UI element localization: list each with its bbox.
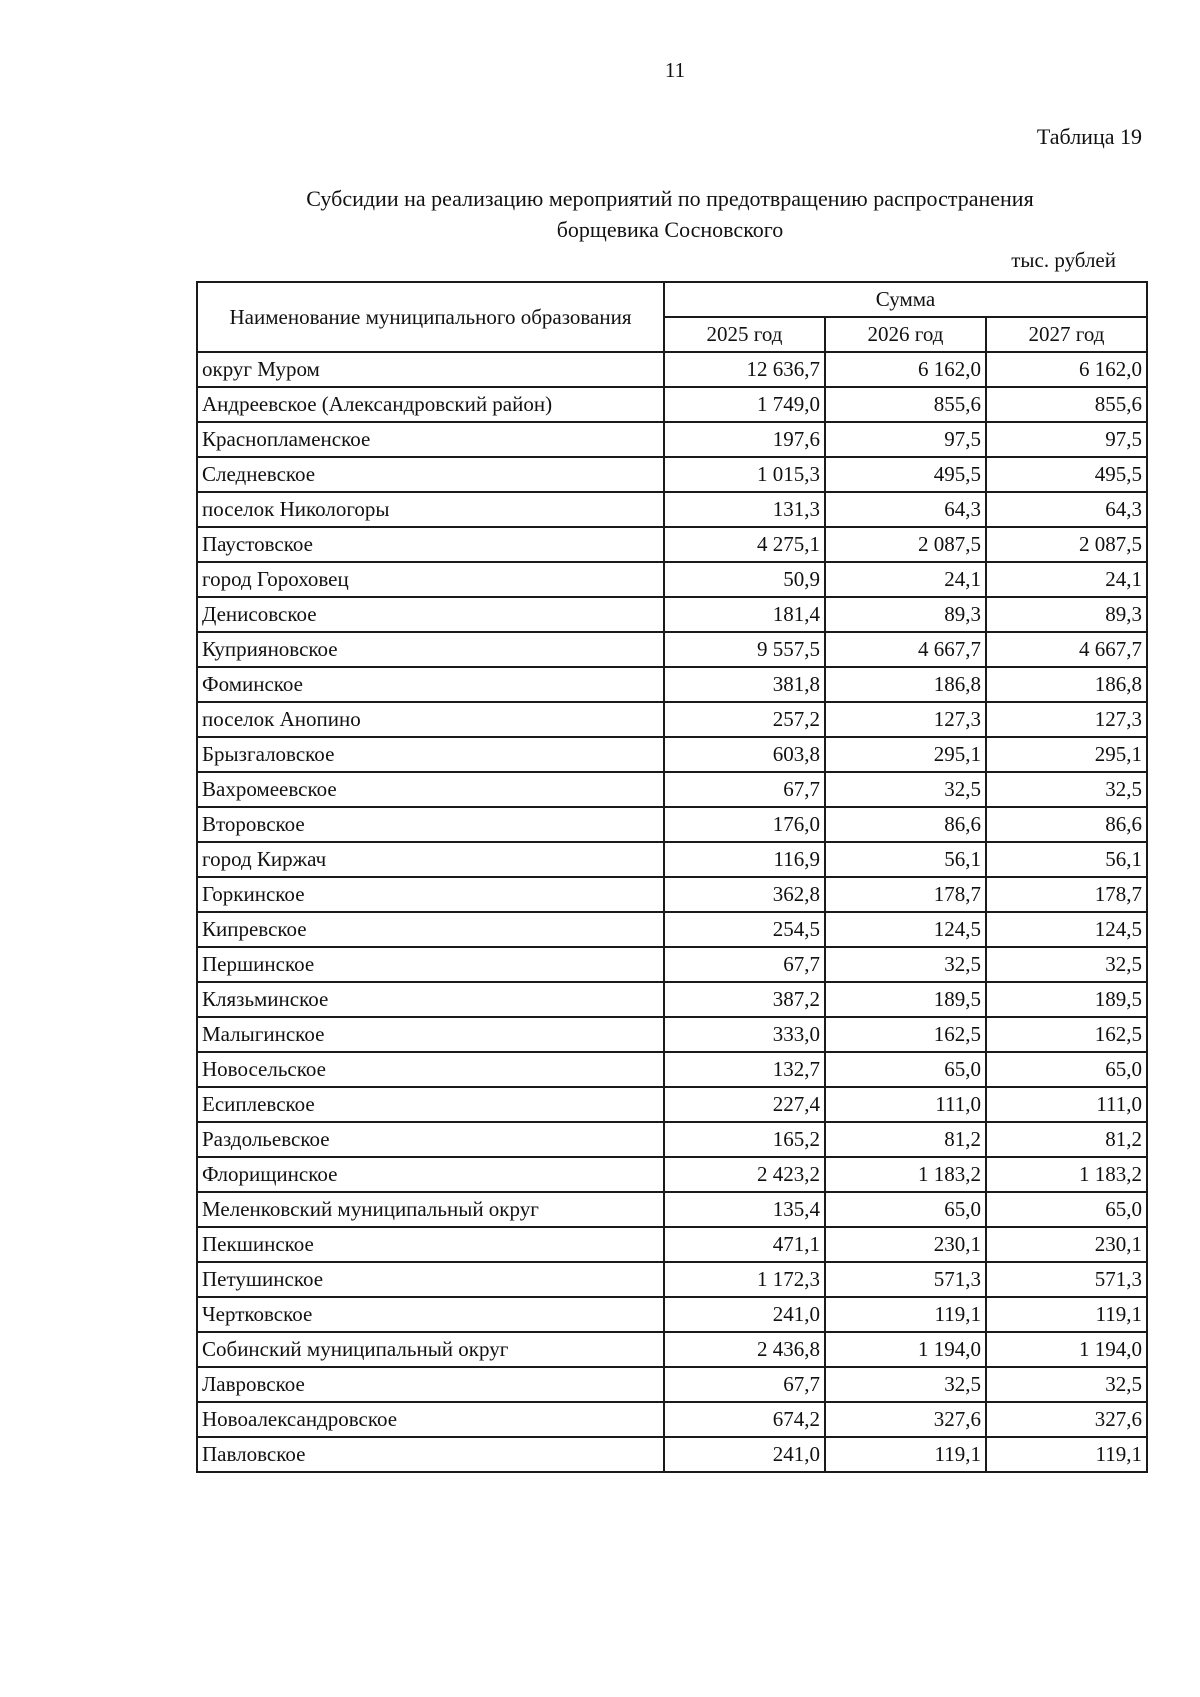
cell-2025: 603,8: [664, 737, 825, 772]
cell-2026: 32,5: [825, 772, 986, 807]
table-row: [197, 352, 1147, 387]
cell-2026: 162,5: [825, 1017, 986, 1052]
table-row: [197, 1192, 1147, 1227]
table-row: [197, 982, 1147, 1017]
cell-municipality: Вахромеевское: [197, 772, 664, 807]
cell-municipality: Брызгаловское: [197, 737, 664, 772]
table-header: [197, 282, 1147, 352]
table-row: [197, 842, 1147, 877]
cell-2027: 4 667,7: [986, 632, 1147, 667]
cell-2026: 571,3: [825, 1262, 986, 1297]
cell-2026: 495,5: [825, 457, 986, 492]
table-row: [197, 667, 1147, 702]
table-row: [197, 1437, 1147, 1472]
header-year-2026: 2026 год: [825, 317, 986, 352]
table-row: [197, 1332, 1147, 1367]
cell-2027: 119,1: [986, 1297, 1147, 1332]
cell-municipality: Раздольевское: [197, 1122, 664, 1157]
table-row: [197, 1402, 1147, 1437]
table-row: [197, 1052, 1147, 1087]
cell-2025: 197,6: [664, 422, 825, 457]
cell-2027: 295,1: [986, 737, 1147, 772]
cell-2025: 67,7: [664, 947, 825, 982]
cell-2027: 230,1: [986, 1227, 1147, 1262]
cell-2025: 12 636,7: [664, 352, 825, 387]
cell-2025: 132,7: [664, 1052, 825, 1087]
cell-2025: 116,9: [664, 842, 825, 877]
cell-municipality: Андреевское (Александровский район): [197, 387, 664, 422]
header-year-2025: 2025 год: [664, 317, 825, 352]
cell-2026: 81,2: [825, 1122, 986, 1157]
cell-municipality: поселок Анопино: [197, 702, 664, 737]
table-row: [197, 807, 1147, 842]
table-row: [197, 1227, 1147, 1262]
cell-municipality: Краснопламенское: [197, 422, 664, 457]
cell-2026: 64,3: [825, 492, 986, 527]
cell-2026: 119,1: [825, 1437, 986, 1472]
table-row: [197, 877, 1147, 912]
cell-2025: 2 436,8: [664, 1332, 825, 1367]
table-row: [197, 632, 1147, 667]
cell-2026: 4 667,7: [825, 632, 986, 667]
cell-2026: 111,0: [825, 1087, 986, 1122]
cell-2026: 1 183,2: [825, 1157, 986, 1192]
cell-2027: 127,3: [986, 702, 1147, 737]
table-row: [197, 1297, 1147, 1332]
cell-municipality: город Гороховец: [197, 562, 664, 597]
cell-2025: 176,0: [664, 807, 825, 842]
table-row: [197, 1017, 1147, 1052]
cell-2026: 56,1: [825, 842, 986, 877]
cell-2027: 327,6: [986, 1402, 1147, 1437]
cell-2026: 189,5: [825, 982, 986, 1017]
cell-2025: 4 275,1: [664, 527, 825, 562]
page-number: 11: [664, 58, 686, 82]
cell-2025: 333,0: [664, 1017, 825, 1052]
cell-2027: 65,0: [986, 1192, 1147, 1227]
cell-2025: 9 557,5: [664, 632, 825, 667]
cell-municipality: Петушинское: [197, 1262, 664, 1297]
cell-municipality: Малыгинское: [197, 1017, 664, 1052]
table-row: [197, 947, 1147, 982]
cell-municipality: Меленковский муниципальный округ: [197, 1192, 664, 1227]
cell-municipality: Денисовское: [197, 597, 664, 632]
table-row: [197, 1087, 1147, 1122]
cell-2027: 1 194,0: [986, 1332, 1147, 1367]
cell-2026: 89,3: [825, 597, 986, 632]
cell-2025: 181,4: [664, 597, 825, 632]
cell-2025: 381,8: [664, 667, 825, 702]
cell-2025: 387,2: [664, 982, 825, 1017]
cell-2027: 855,6: [986, 387, 1147, 422]
table-row: [197, 457, 1147, 492]
cell-2026: 24,1: [825, 562, 986, 597]
cell-municipality: Клязьминское: [197, 982, 664, 1017]
cell-2026: 1 194,0: [825, 1332, 986, 1367]
cell-municipality: Чертковское: [197, 1297, 664, 1332]
cell-2027: 56,1: [986, 842, 1147, 877]
table-row: [197, 702, 1147, 737]
cell-2025: 227,4: [664, 1087, 825, 1122]
cell-2025: 257,2: [664, 702, 825, 737]
cell-municipality: Паустовское: [197, 527, 664, 562]
header-sum: Сумма: [664, 282, 1147, 317]
cell-municipality: Новосельское: [197, 1052, 664, 1087]
cell-municipality: Куприяновское: [197, 632, 664, 667]
table-row: [197, 1262, 1147, 1297]
cell-2027: 89,3: [986, 597, 1147, 632]
table-row: [197, 912, 1147, 947]
cell-2027: 186,8: [986, 667, 1147, 702]
cell-2025: 2 423,2: [664, 1157, 825, 1192]
cell-municipality: Новоалександровское: [197, 1402, 664, 1437]
table-row: [197, 1157, 1147, 1192]
cell-2027: 6 162,0: [986, 352, 1147, 387]
cell-2026: 230,1: [825, 1227, 986, 1262]
cell-municipality: Фоминское: [197, 667, 664, 702]
table-title-line-2: борщевика Сосновского: [556, 217, 784, 242]
table-row: [197, 1367, 1147, 1402]
table-row: [197, 772, 1147, 807]
cell-2027: 32,5: [986, 772, 1147, 807]
cell-2027: 162,5: [986, 1017, 1147, 1052]
cell-2026: 124,5: [825, 912, 986, 947]
header-municipality: Наименование муниципального образования: [197, 282, 664, 352]
cell-2026: 186,8: [825, 667, 986, 702]
cell-2027: 24,1: [986, 562, 1147, 597]
cell-2026: 97,5: [825, 422, 986, 457]
table-row: [197, 422, 1147, 457]
cell-2027: 86,6: [986, 807, 1147, 842]
cell-2027: 178,7: [986, 877, 1147, 912]
cell-2027: 32,5: [986, 947, 1147, 982]
cell-municipality: Пекшинское: [197, 1227, 664, 1262]
cell-municipality: Второвское: [197, 807, 664, 842]
table-row: [197, 562, 1147, 597]
cell-2027: 111,0: [986, 1087, 1147, 1122]
cell-2025: 471,1: [664, 1227, 825, 1262]
table-row: [197, 527, 1147, 562]
cell-municipality: Следневское: [197, 457, 664, 492]
cell-2026: 327,6: [825, 1402, 986, 1437]
cell-2026: 86,6: [825, 807, 986, 842]
subsidies-table: [196, 281, 1148, 1473]
table-row: [197, 737, 1147, 772]
cell-municipality: Есиплевское: [197, 1087, 664, 1122]
cell-2027: 2 087,5: [986, 527, 1147, 562]
cell-municipality: город Киржач: [197, 842, 664, 877]
cell-2026: 2 087,5: [825, 527, 986, 562]
cell-2026: 119,1: [825, 1297, 986, 1332]
cell-municipality: Горкинское: [197, 877, 664, 912]
cell-2027: 1 183,2: [986, 1157, 1147, 1192]
table-title-line-1: Субсидии на реализацию мероприятий по предотвращению распространения: [306, 186, 1034, 211]
cell-2026: 295,1: [825, 737, 986, 772]
cell-2027: 571,3: [986, 1262, 1147, 1297]
cell-2026: 855,6: [825, 387, 986, 422]
cell-2027: 189,5: [986, 982, 1147, 1017]
table-row: [197, 597, 1147, 632]
cell-2027: 64,3: [986, 492, 1147, 527]
cell-2025: 50,9: [664, 562, 825, 597]
cell-municipality: Павловское: [197, 1437, 664, 1472]
cell-2026: 65,0: [825, 1192, 986, 1227]
cell-2027: 32,5: [986, 1367, 1147, 1402]
cell-2025: 241,0: [664, 1297, 825, 1332]
cell-2027: 65,0: [986, 1052, 1147, 1087]
table-row: [197, 1122, 1147, 1157]
cell-2025: 67,7: [664, 772, 825, 807]
cell-2027: 81,2: [986, 1122, 1147, 1157]
table-row: [197, 387, 1147, 422]
cell-2025: 254,5: [664, 912, 825, 947]
units-label: тыс. рублей: [1011, 248, 1116, 272]
cell-2025: 131,3: [664, 492, 825, 527]
cell-2027: 124,5: [986, 912, 1147, 947]
cell-2027: 119,1: [986, 1437, 1147, 1472]
cell-2026: 127,3: [825, 702, 986, 737]
cell-2025: 135,4: [664, 1192, 825, 1227]
cell-2026: 32,5: [825, 1367, 986, 1402]
table-row: [197, 492, 1147, 527]
header-year-2027: 2027 год: [986, 317, 1147, 352]
cell-municipality: Кипревское: [197, 912, 664, 947]
cell-2025: 241,0: [664, 1437, 825, 1472]
cell-2027: 97,5: [986, 422, 1147, 457]
cell-2026: 6 162,0: [825, 352, 986, 387]
cell-2025: 1 749,0: [664, 387, 825, 422]
cell-2025: 1 015,3: [664, 457, 825, 492]
cell-2026: 178,7: [825, 877, 986, 912]
cell-2026: 65,0: [825, 1052, 986, 1087]
cell-municipality: Флорищинское: [197, 1157, 664, 1192]
cell-municipality: округ Муром: [197, 352, 664, 387]
table-body: [197, 352, 1147, 1472]
table-title: [180, 183, 1160, 245]
table-label: Таблица 19: [1036, 124, 1142, 149]
cell-2025: 674,2: [664, 1402, 825, 1437]
cell-2025: 165,2: [664, 1122, 825, 1157]
cell-2026: 32,5: [825, 947, 986, 982]
cell-2025: 1 172,3: [664, 1262, 825, 1297]
cell-municipality: Першинское: [197, 947, 664, 982]
cell-municipality: Лавровское: [197, 1367, 664, 1402]
cell-2025: 362,8: [664, 877, 825, 912]
cell-2025: 67,7: [664, 1367, 825, 1402]
cell-municipality: Собинский муниципальный округ: [197, 1332, 664, 1367]
cell-municipality: поселок Никологоры: [197, 492, 664, 527]
cell-2027: 495,5: [986, 457, 1147, 492]
